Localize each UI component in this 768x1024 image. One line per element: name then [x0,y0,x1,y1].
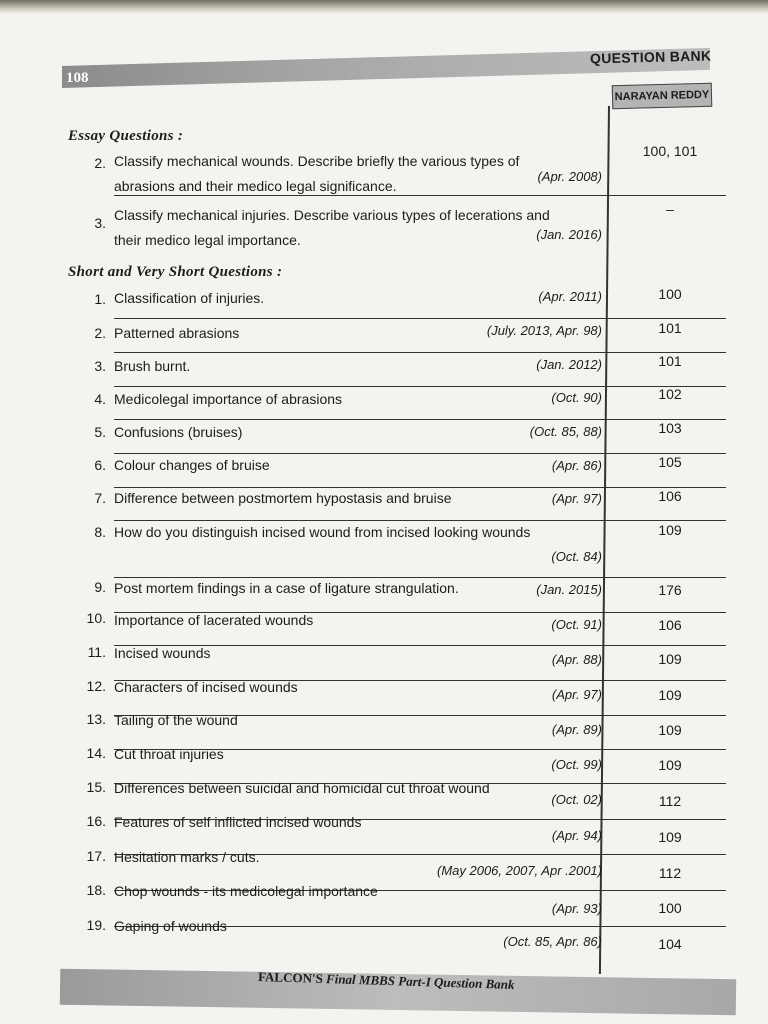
question-number: 1. [94,291,106,307]
question-text: Medicolegal importance of abrasions [114,391,343,407]
question-text: How do you distinguish incised wound from incised looking wounds [114,524,531,540]
page-reference: 109 [658,687,682,703]
exam-date: (Apr. 93) [551,901,602,916]
question-number: 13. [86,711,106,727]
question-row [80,452,730,482]
question-number: 9. [94,579,106,595]
essay-questions-heading: Essay Questions : [68,128,184,144]
footer-publisher: FALCON'S [257,968,324,987]
question-number: 14. [86,745,106,761]
question-number: 3. [94,358,106,374]
question-number: 4. [94,391,106,407]
exam-date: (Apr. 97) [551,687,602,702]
question-row [80,846,730,881]
question-number: 2. [94,155,106,171]
question-text: Differences between suicidal and homicidal cut throat wound [114,780,490,796]
exam-date: (Apr. 2008) [537,169,602,184]
question-number: 19. [86,917,106,933]
footer-book-title: Final MBBS Part-I Question Bank [325,971,515,993]
question-row [80,914,730,952]
question-text: Hesitation marks / cuts. [114,849,260,865]
exam-date: (Jan. 2012) [536,357,602,372]
page-number: 108 [66,70,89,86]
page-reference: 112 [658,865,682,881]
question-number: 15. [86,779,106,795]
question-number: 7. [94,490,106,506]
exam-date: (Oct. 99) [551,757,602,772]
question-row [80,576,730,606]
row-divider [114,195,726,196]
exam-date: (July. 2013, Apr. 98) [486,323,602,338]
question-row [80,642,730,672]
question-text: Incised wounds [114,645,211,661]
question-row [80,519,730,575]
exam-date: (Apr. 97) [551,491,602,506]
page-reference: 109 [658,757,682,773]
exam-date: (Jan. 2016) [536,227,602,242]
page-top-shadow [0,0,768,14]
page-reference: 109 [658,722,682,738]
page-reference: 104 [658,936,682,952]
row-divider [114,318,726,319]
question-row [80,320,730,350]
page-reference: 101 [658,320,682,336]
question-row [80,485,730,515]
question-row [80,777,730,807]
page-reference: 112 [658,793,682,809]
question-text: Difference between postmortem hypostasis and bruise [114,490,452,506]
question-text: Colour changes of bruise [114,457,270,473]
question-number: 12. [86,678,106,694]
question-text: Confusions (bruises) [114,424,243,440]
question-text: Features of self inflicted incised wounds [114,814,362,830]
question-number: 11. [87,644,106,660]
exam-date: (Apr. 94) [551,828,602,843]
exam-date: (Oct. 02) [551,792,602,807]
exam-date: (Oct. 85, 88) [529,424,602,439]
question-text: Cut throat injuries [114,746,224,762]
question-number: 8. [94,524,106,540]
exam-date: (Apr. 88) [551,652,602,667]
question-row [80,880,730,916]
short-questions-heading: Short and Very Short Questions : [68,264,283,280]
page-reference: 109 [658,651,682,667]
page-reference: 105 [658,454,682,470]
question-number: 3. [94,215,106,231]
page-reference: 102 [658,386,682,402]
question-row [80,353,730,383]
page-reference: 176 [658,582,682,598]
question-number: 5. [94,424,106,440]
page-reference: 100, 101 [642,143,698,159]
page-reference: 109 [658,829,682,845]
page-reference: 101 [658,353,682,369]
exam-date: (Jan. 2015) [536,582,602,597]
question-text: Classify mechanical injuries. Describe various types of lecerations and their medico legal importance. [114,207,550,248]
question-row [80,386,730,416]
page-reference: 109 [658,522,682,538]
question-number: 2. [94,325,106,341]
exam-date: (Oct. 85, Apr. 86) [503,934,602,949]
exam-date: (Apr. 86) [551,458,602,473]
page-reference: 103 [658,420,682,436]
question-row [80,709,730,739]
question-text: Brush burnt. [114,358,191,374]
question-number: 6. [94,457,106,473]
exam-date: (Oct. 90) [551,390,602,405]
question-number: 10. [86,610,106,626]
question-text: Classify mechanical wounds. Describe briefly the various types of abrasions and their medico legal significance. [114,153,520,194]
exam-date: (Apr. 2011) [538,289,602,304]
running-title: QUESTION BANK [589,47,712,67]
exam-date: (Oct. 91) [551,617,602,632]
question-text: Tailing of the wound [114,712,238,728]
question-number: 16. [86,813,106,829]
exam-date: (Apr. 89) [551,722,602,737]
page-reference: 100 [658,286,682,302]
page-reference: – [666,201,674,217]
question-text: Post mortem findings in a case of ligature strangulation. [114,580,459,596]
question-text: Gaping of wounds [114,918,227,934]
question-row [80,203,730,259]
question-text: Classification of injuries. [114,290,265,306]
question-row [80,676,730,706]
question-row [80,286,730,316]
page-reference: 100 [658,900,682,916]
question-row [80,143,730,199]
page-reference: 106 [658,617,682,633]
question-text: Importance of lacerated wounds [114,612,314,628]
exam-date: (May 2006, 2007, Apr .2001) [436,863,602,878]
question-row [80,608,730,638]
question-text: Characters of incised wounds [114,679,298,695]
page-reference: 106 [658,488,682,504]
question-row [80,811,730,845]
reference-column-label: NARAYAN REDDY [612,83,713,109]
question-text: Patterned abrasions [114,325,240,341]
question-text: Chop wounds - its medicolegal importance [114,883,378,899]
question-number: 18. [86,882,106,898]
question-row [80,743,730,773]
exam-date: (Oct. 84) [551,549,602,564]
question-row [80,419,730,449]
question-number: 17. [86,848,106,864]
